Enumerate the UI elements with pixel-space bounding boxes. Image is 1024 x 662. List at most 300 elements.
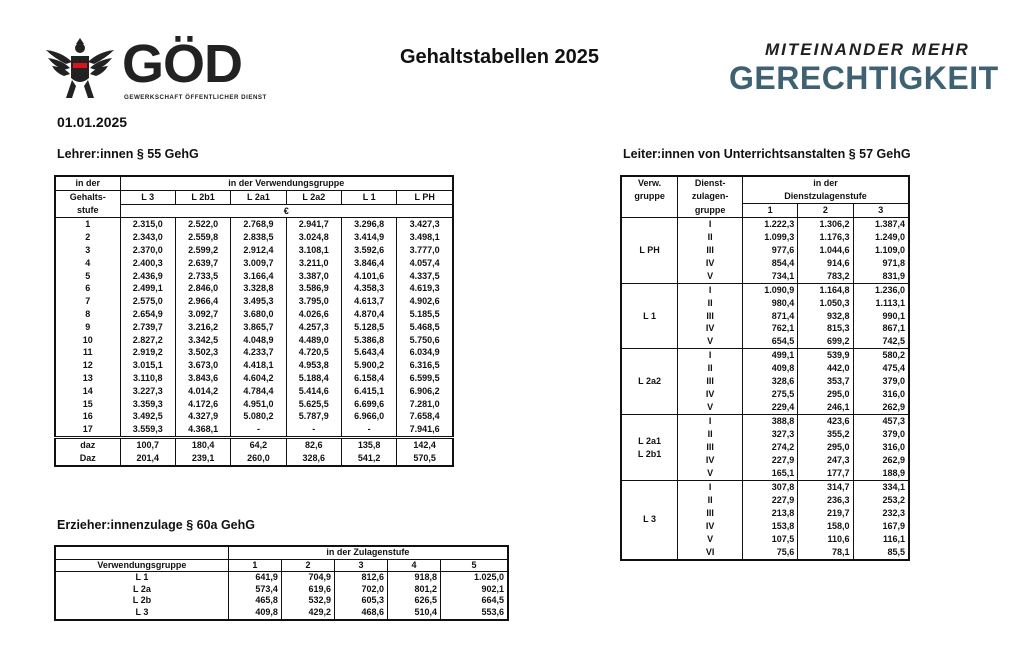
table-cell: 510,4 bbox=[388, 607, 441, 620]
table-cell: L 3 bbox=[55, 607, 228, 620]
table-row bbox=[55, 607, 508, 620]
table-cell: 5.643,4 bbox=[341, 346, 396, 359]
table-cell: 246,1 bbox=[798, 401, 853, 414]
header-gruppe-2: gruppe bbox=[678, 203, 743, 217]
table-row bbox=[55, 595, 508, 607]
table-cell: 78,1 bbox=[798, 546, 853, 560]
table-cell: I bbox=[678, 349, 743, 362]
group-label: L 2a2 bbox=[638, 376, 662, 387]
table-cell: 4.870,4 bbox=[341, 308, 396, 321]
table-cell: 177,7 bbox=[798, 467, 853, 480]
table-cell: 3.216,2 bbox=[175, 321, 230, 334]
table-cell: 762,1 bbox=[743, 322, 798, 335]
table-cell: II bbox=[678, 494, 743, 507]
table-cell: 2.733,5 bbox=[175, 270, 230, 283]
table-cell: 6 bbox=[55, 282, 120, 295]
table-cell: 4.720,5 bbox=[286, 346, 341, 359]
header-empty bbox=[55, 546, 228, 559]
table-cell: 1.249,0 bbox=[853, 231, 909, 244]
table-cell: 3.359,3 bbox=[120, 398, 175, 411]
table-row bbox=[621, 217, 909, 230]
table-cell: 573,4 bbox=[228, 584, 281, 596]
table-cell: II bbox=[678, 231, 743, 244]
table-row bbox=[621, 283, 909, 296]
table-cell: 734,1 bbox=[743, 270, 798, 283]
group-label: L 3 bbox=[643, 514, 656, 525]
table-cell: 3.227,3 bbox=[120, 385, 175, 398]
table-cell: 10 bbox=[55, 334, 120, 347]
table-cell: 188,9 bbox=[853, 467, 909, 480]
table-cell: 4.619,3 bbox=[397, 282, 453, 295]
column-header: 3 bbox=[853, 203, 909, 217]
table-cell: 605,3 bbox=[334, 595, 387, 607]
table-cell: 153,8 bbox=[743, 520, 798, 533]
header-zulagen: zulagen- bbox=[678, 190, 743, 203]
table-cell: 262,9 bbox=[853, 401, 909, 414]
table-cell: 553,6 bbox=[441, 607, 508, 620]
table-cell: 82,6 bbox=[286, 437, 341, 451]
table-cell: 5.188,4 bbox=[286, 372, 341, 385]
slogan-line-1: MITEINANDER MEHR bbox=[765, 40, 970, 59]
table-cell: 831,9 bbox=[853, 270, 909, 283]
table-cell: L 2b bbox=[55, 595, 228, 607]
table-cell: 2.436,9 bbox=[120, 270, 175, 283]
header-verwendungsgruppe: in der Verwendungsgruppe bbox=[120, 176, 453, 190]
header-verw: Verw. bbox=[621, 176, 678, 190]
table-cell: 213,8 bbox=[743, 507, 798, 520]
column-header: L 3 bbox=[120, 190, 175, 204]
header-gruppe: gruppe bbox=[621, 190, 678, 203]
table-row bbox=[55, 359, 453, 372]
table-cell: 3.387,0 bbox=[286, 270, 341, 283]
table-cell: 3.559,3 bbox=[120, 423, 175, 437]
table-cell: V bbox=[678, 401, 743, 414]
table-cell: V bbox=[678, 467, 743, 480]
table-cell: - bbox=[231, 423, 286, 437]
header-dienst: Dienst- bbox=[678, 176, 743, 190]
table-row bbox=[55, 231, 453, 244]
table-cell: 314,7 bbox=[798, 480, 853, 493]
table-row bbox=[55, 410, 453, 423]
table-cell: 5.128,5 bbox=[341, 321, 396, 334]
table-cell: 1.306,2 bbox=[798, 217, 853, 230]
table-cell: 4.337,5 bbox=[397, 270, 453, 283]
table-cell: 107,5 bbox=[743, 533, 798, 546]
table-cell: 253,2 bbox=[853, 494, 909, 507]
table-cell: 815,3 bbox=[798, 322, 853, 335]
table-cell: 423,6 bbox=[798, 415, 853, 428]
table-cell: 3.296,8 bbox=[341, 218, 396, 231]
table-cell: 1.050,3 bbox=[798, 297, 853, 310]
table-cell: II bbox=[678, 428, 743, 441]
table-cell: 409,8 bbox=[743, 362, 798, 375]
group-label: L 2b1 bbox=[637, 448, 662, 459]
table-cell: 3.502,3 bbox=[175, 346, 230, 359]
table-cell: 641,9 bbox=[228, 572, 281, 584]
table-cell: 12 bbox=[55, 359, 120, 372]
table-cell: IV bbox=[678, 322, 743, 335]
table-erzieher bbox=[54, 545, 509, 621]
table-cell: 4.902,6 bbox=[397, 295, 453, 308]
table-cell: 15 bbox=[55, 398, 120, 411]
table-cell: 295,0 bbox=[798, 441, 853, 454]
table-cell: 2.599,2 bbox=[175, 244, 230, 257]
table-cell: 4.048,9 bbox=[231, 334, 286, 347]
table-cell: 902,1 bbox=[441, 584, 508, 596]
table-cell: - bbox=[341, 423, 396, 437]
table-cell: L 2a bbox=[55, 584, 228, 596]
header-empty bbox=[621, 203, 678, 217]
table-cell: 3.498,1 bbox=[397, 231, 453, 244]
table-cell: 316,0 bbox=[853, 388, 909, 401]
table-cell: 4.014,2 bbox=[175, 385, 230, 398]
table-cell: 232,3 bbox=[853, 507, 909, 520]
table-cell: 355,2 bbox=[798, 428, 853, 441]
table-cell: 3.328,8 bbox=[231, 282, 286, 295]
table-cell: 6.034,9 bbox=[397, 346, 453, 359]
table-row-zulage bbox=[55, 437, 453, 451]
table-cell: 1.099,3 bbox=[743, 231, 798, 244]
table-cell: 468,6 bbox=[334, 607, 387, 620]
table-cell: 4.418,1 bbox=[231, 359, 286, 372]
table-cell: 6.906,2 bbox=[397, 385, 453, 398]
table-cell: 2 bbox=[55, 231, 120, 244]
group-label: L PH bbox=[639, 244, 660, 255]
table-cell: 3.015,1 bbox=[120, 359, 175, 372]
table-cell: 3.777,0 bbox=[397, 244, 453, 257]
table-cell: 4.057,4 bbox=[397, 257, 453, 270]
column-header: L PH bbox=[397, 190, 453, 204]
table-cell: 2.343,0 bbox=[120, 231, 175, 244]
table-cell: 4.358,3 bbox=[341, 282, 396, 295]
table-cell: 180,4 bbox=[175, 437, 230, 451]
table-cell: 1.176,3 bbox=[798, 231, 853, 244]
table-cell: 3 bbox=[55, 244, 120, 257]
table-cell: III bbox=[678, 441, 743, 454]
table-cell: 8 bbox=[55, 308, 120, 321]
table-cell: 4.257,3 bbox=[286, 321, 341, 334]
table-cell: 6.699,6 bbox=[341, 398, 396, 411]
column-header: 1 bbox=[743, 203, 798, 217]
table-cell: 3.024,8 bbox=[286, 231, 341, 244]
table-row bbox=[55, 572, 508, 584]
table-cell: 3.414,9 bbox=[341, 231, 396, 244]
table-cell: 2.846,0 bbox=[175, 282, 230, 295]
table-cell: 64,2 bbox=[231, 437, 286, 451]
table-cell: Daz bbox=[55, 452, 120, 466]
table-cell: 854,4 bbox=[743, 257, 798, 270]
table-cell: III bbox=[678, 310, 743, 323]
table-row bbox=[55, 385, 453, 398]
table-cell: 3.166,4 bbox=[231, 270, 286, 283]
table-cell: 971,8 bbox=[853, 257, 909, 270]
table-lehrer bbox=[54, 175, 454, 467]
table-row bbox=[621, 349, 909, 362]
table-cell: 327,3 bbox=[743, 428, 798, 441]
table-cell: 6.158,4 bbox=[341, 372, 396, 385]
table-cell: 1.387,4 bbox=[853, 217, 909, 230]
table-cell: 499,1 bbox=[743, 349, 798, 362]
section-title-lehrer: Lehrer:innen § 55 GehG bbox=[57, 147, 199, 161]
table-cell: 5 bbox=[55, 270, 120, 283]
section-title-leiter: Leiter:innen von Unterrichtsanstalten § 57 GehG bbox=[623, 147, 911, 161]
table-cell: 165,1 bbox=[743, 467, 798, 480]
table-cell: 4.951,0 bbox=[231, 398, 286, 411]
table-cell: 5.185,5 bbox=[397, 308, 453, 321]
table-row bbox=[55, 308, 453, 321]
table-cell: 3.843,6 bbox=[175, 372, 230, 385]
table-cell: 442,0 bbox=[798, 362, 853, 375]
table-cell: 539,9 bbox=[798, 349, 853, 362]
date-label: 01.01.2025 bbox=[57, 114, 128, 130]
table-cell: 783,2 bbox=[798, 270, 853, 283]
table-cell: 699,2 bbox=[798, 335, 853, 348]
table-cell: 2.639,7 bbox=[175, 257, 230, 270]
table-cell: 236,3 bbox=[798, 494, 853, 507]
table-cell: 379,0 bbox=[853, 375, 909, 388]
table-cell: 388,8 bbox=[743, 415, 798, 428]
table-cell: 742,5 bbox=[853, 335, 909, 348]
table-cell: 2.739,7 bbox=[120, 321, 175, 334]
table-cell: 1.090,9 bbox=[743, 283, 798, 296]
table-cell: 704,9 bbox=[281, 572, 334, 584]
logo-subtitle: GEWERKSCHAFT ÖFFENTLICHER DIENST bbox=[124, 94, 267, 101]
table-row bbox=[55, 423, 453, 437]
table-cell: 316,0 bbox=[853, 441, 909, 454]
table-cell: 4.026,6 bbox=[286, 308, 341, 321]
table-cell: IV bbox=[678, 520, 743, 533]
table-cell: 5.386,8 bbox=[341, 334, 396, 347]
table-cell: 2.575,0 bbox=[120, 295, 175, 308]
table-cell: 110,6 bbox=[798, 533, 853, 546]
table-row bbox=[55, 321, 453, 334]
table-leiter bbox=[620, 175, 910, 561]
group-name bbox=[621, 415, 678, 481]
column-header: L 2b1 bbox=[175, 190, 230, 204]
table-row bbox=[55, 372, 453, 385]
table-cell: 247,3 bbox=[798, 454, 853, 467]
table-cell: 3.865,7 bbox=[231, 321, 286, 334]
table-cell: 14 bbox=[55, 385, 120, 398]
table-cell: 932,8 bbox=[798, 310, 853, 323]
table-cell: 2.838,5 bbox=[231, 231, 286, 244]
table-cell: 409,8 bbox=[228, 607, 281, 620]
table-cell: 116,1 bbox=[853, 533, 909, 546]
table-cell: 3.092,7 bbox=[175, 308, 230, 321]
table-cell: 135,8 bbox=[341, 437, 396, 451]
table-cell: 328,6 bbox=[743, 375, 798, 388]
group-name bbox=[621, 349, 678, 415]
table-cell: 5.414,6 bbox=[286, 385, 341, 398]
table-cell: 9 bbox=[55, 321, 120, 334]
group-label: L 1 bbox=[643, 310, 656, 321]
table-cell: 100,7 bbox=[120, 437, 175, 451]
table-cell: 1.164,8 bbox=[798, 283, 853, 296]
table-cell: 6.316,5 bbox=[397, 359, 453, 372]
table-cell: 2.522,0 bbox=[175, 218, 230, 231]
table-cell: - bbox=[286, 423, 341, 437]
header-verwendungsgruppe: Verwendungsgruppe bbox=[55, 559, 228, 572]
section-title-erzieher: Erzieher:innenzulage § 60a GehG bbox=[57, 518, 255, 532]
table-cell: 4.604,2 bbox=[231, 372, 286, 385]
table-cell: 2.400,3 bbox=[120, 257, 175, 270]
table-cell: 3.586,9 bbox=[286, 282, 341, 295]
table-cell: 2.559,8 bbox=[175, 231, 230, 244]
table-cell: I bbox=[678, 415, 743, 428]
table-cell: 158,0 bbox=[798, 520, 853, 533]
table-cell: 1.109,0 bbox=[853, 244, 909, 257]
table-row bbox=[55, 270, 453, 283]
table-cell: 75,6 bbox=[743, 546, 798, 560]
table-cell: 262,9 bbox=[853, 454, 909, 467]
table-cell: V bbox=[678, 335, 743, 348]
table-cell: 1 bbox=[55, 218, 120, 231]
table-cell: 307,8 bbox=[743, 480, 798, 493]
table-cell: 541,2 bbox=[341, 452, 396, 466]
table-cell: 5.080,2 bbox=[231, 410, 286, 423]
table-cell: 260,0 bbox=[231, 452, 286, 466]
table-cell: VI bbox=[678, 546, 743, 560]
table-cell: 3.110,8 bbox=[120, 372, 175, 385]
table-cell: 1.113,1 bbox=[853, 297, 909, 310]
header-dienstzulagenstufe: Dienstzulagenstufe bbox=[743, 190, 909, 203]
table-cell: 274,2 bbox=[743, 441, 798, 454]
table-cell: 239,1 bbox=[175, 452, 230, 466]
table-cell: 16 bbox=[55, 410, 120, 423]
table-row bbox=[55, 398, 453, 411]
table-cell: 3.673,0 bbox=[175, 359, 230, 372]
table-cell: 5.787,9 bbox=[286, 410, 341, 423]
table-row bbox=[55, 295, 453, 308]
table-cell: 3.680,0 bbox=[231, 308, 286, 321]
table-cell: II bbox=[678, 362, 743, 375]
table-cell: 4.172,6 bbox=[175, 398, 230, 411]
table-cell: 914,6 bbox=[798, 257, 853, 270]
column-header: L 2a1 bbox=[231, 190, 286, 204]
table-row bbox=[55, 584, 508, 596]
table-cell: 626,5 bbox=[388, 595, 441, 607]
table-cell: V bbox=[678, 270, 743, 283]
table-cell: 334,1 bbox=[853, 480, 909, 493]
table-cell: 2.941,7 bbox=[286, 218, 341, 231]
table-cell: 4 bbox=[55, 257, 120, 270]
table-cell: 201,4 bbox=[120, 452, 175, 466]
table-cell: 570,5 bbox=[397, 452, 453, 466]
table-row bbox=[55, 334, 453, 347]
table-row-zulage bbox=[55, 452, 453, 466]
table-cell: 812,6 bbox=[334, 572, 387, 584]
column-header: 1 bbox=[228, 559, 281, 572]
group-label: L 2a1 bbox=[638, 435, 662, 446]
header-stufe: stufe bbox=[55, 204, 120, 218]
table-cell: 7 bbox=[55, 295, 120, 308]
table-cell: 5.625,5 bbox=[286, 398, 341, 411]
table-row bbox=[55, 244, 453, 257]
table-cell: 85,5 bbox=[853, 546, 909, 560]
table-cell: 1.236,0 bbox=[853, 283, 909, 296]
table-cell: I bbox=[678, 283, 743, 296]
table-cell: 1.044,6 bbox=[798, 244, 853, 257]
table-cell: IV bbox=[678, 388, 743, 401]
table-cell: 379,0 bbox=[853, 428, 909, 441]
table-cell: 580,2 bbox=[853, 349, 909, 362]
table-cell: 871,4 bbox=[743, 310, 798, 323]
table-cell: 4.489,0 bbox=[286, 334, 341, 347]
table-cell: 4.368,1 bbox=[175, 423, 230, 437]
column-header: L 1 bbox=[341, 190, 396, 204]
column-header: 5 bbox=[441, 559, 508, 572]
eagle-icon bbox=[44, 36, 116, 102]
table-cell: 2.827,2 bbox=[120, 334, 175, 347]
column-header: 3 bbox=[334, 559, 387, 572]
table-cell: I bbox=[678, 480, 743, 493]
table-cell: 2.499,1 bbox=[120, 282, 175, 295]
table-cell: 275,5 bbox=[743, 388, 798, 401]
table-cell: 167,9 bbox=[853, 520, 909, 533]
table-cell: 295,0 bbox=[798, 388, 853, 401]
table-cell: 7.281,0 bbox=[397, 398, 453, 411]
table-cell: 2.370,0 bbox=[120, 244, 175, 257]
table-cell: 475,4 bbox=[853, 362, 909, 375]
table-cell: 990,1 bbox=[853, 310, 909, 323]
page-title: Gehaltstabellen 2025 bbox=[400, 46, 599, 68]
table-cell: 3.009,7 bbox=[231, 257, 286, 270]
table-row bbox=[621, 415, 909, 428]
table-cell: 867,1 bbox=[853, 322, 909, 335]
column-header: L 2a2 bbox=[286, 190, 341, 204]
table-cell: 2.966,4 bbox=[175, 295, 230, 308]
header-zulagenstufe: in der Zulagenstufe bbox=[228, 546, 508, 559]
group-name bbox=[621, 480, 678, 559]
table-cell: 4.953,8 bbox=[286, 359, 341, 372]
table-cell: 2.912,4 bbox=[231, 244, 286, 257]
table-cell: III bbox=[678, 507, 743, 520]
table-cell: 1.222,3 bbox=[743, 217, 798, 230]
group-name bbox=[621, 217, 678, 283]
table-cell: 17 bbox=[55, 423, 120, 437]
table-cell: 142,4 bbox=[397, 437, 453, 451]
table-cell: daz bbox=[55, 437, 120, 451]
table-cell: 7.658,4 bbox=[397, 410, 453, 423]
table-cell: 3.846,4 bbox=[341, 257, 396, 270]
table-cell: 219,7 bbox=[798, 507, 853, 520]
table-cell: L 1 bbox=[55, 572, 228, 584]
table-cell: 227,9 bbox=[743, 454, 798, 467]
header-currency: € bbox=[120, 204, 453, 218]
table-cell: 5.468,5 bbox=[397, 321, 453, 334]
table-cell: 3.427,3 bbox=[397, 218, 453, 231]
table-row bbox=[55, 218, 453, 231]
header-in-der: in der bbox=[743, 176, 909, 190]
column-header: 2 bbox=[798, 203, 853, 217]
logo-wordmark: GÖD bbox=[122, 34, 243, 94]
table-cell: 2.919,2 bbox=[120, 346, 175, 359]
table-cell: 6.966,0 bbox=[341, 410, 396, 423]
table-cell: 619,6 bbox=[281, 584, 334, 596]
table-cell: III bbox=[678, 375, 743, 388]
table-cell: 4.233,7 bbox=[231, 346, 286, 359]
header-gehalts: Gehalts- bbox=[55, 190, 120, 204]
table-cell: 2.315,0 bbox=[120, 218, 175, 231]
table-row bbox=[55, 282, 453, 295]
table-row bbox=[55, 257, 453, 270]
table-cell: 13 bbox=[55, 372, 120, 385]
header-in-der: in der bbox=[55, 176, 120, 190]
table-cell: 532,9 bbox=[281, 595, 334, 607]
table-cell: 3.492,5 bbox=[120, 410, 175, 423]
table-cell: 7.941,6 bbox=[397, 423, 453, 437]
table-cell: 702,0 bbox=[334, 584, 387, 596]
